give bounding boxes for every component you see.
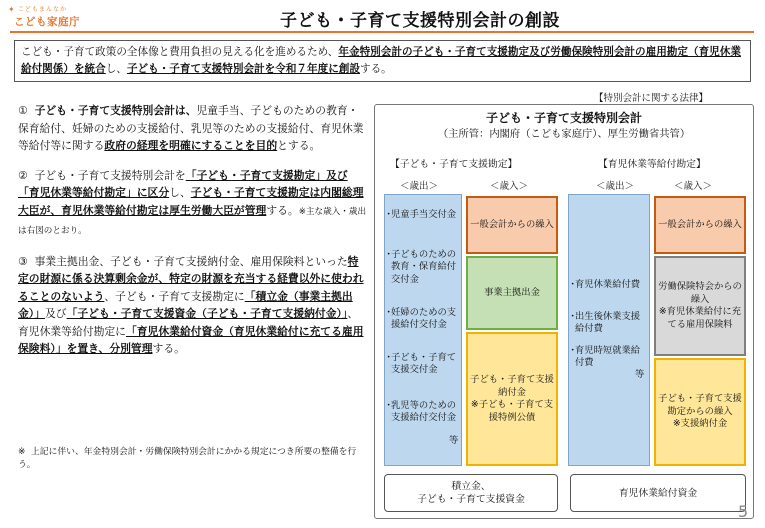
p1-d: とする。 bbox=[277, 139, 321, 152]
intro-box bbox=[14, 40, 751, 82]
acc2-childcare-leave-fund: 育児休業給付資金 bbox=[570, 474, 746, 512]
p2-b: 「子ども・子育て支援勘定」及び「育児休業等給付勘定」に区分 bbox=[18, 168, 348, 199]
panel-title: 子ども・子育て支援特別会計 bbox=[485, 111, 642, 125]
p2-f: ※主な歳入・歳出は右図のとおり。 bbox=[18, 206, 367, 236]
acc1-employer-contribution: 事業主拠出金 bbox=[466, 256, 558, 330]
p3-number: ③ bbox=[18, 254, 28, 268]
paragraph-3 bbox=[18, 253, 368, 358]
acc1-expenditure-box bbox=[384, 194, 462, 466]
p2-d: 子ども・子育て支援勘定は内閣総理大臣が、育児休業等給付勘定は厚生労働大臣が管理 bbox=[18, 186, 364, 217]
acc2-out-label: ＜歳出＞ bbox=[596, 181, 635, 192]
list-item: ・ 育児休業給付費 bbox=[575, 279, 645, 291]
p2-e: する。 bbox=[266, 203, 299, 217]
acc2-labor-insurance-transfer: 労働保険特会からの繰入 ※育児休業給付に充てる雇用保険料 bbox=[654, 256, 746, 356]
acc2-in-label: ＜歳入＞ bbox=[674, 181, 713, 192]
acc1-in-label: ＜歳入＞ bbox=[490, 181, 529, 192]
acc2-support-account-transfer: 子ども・子育て支援勘定からの繰入 ※支援納付金 bbox=[654, 358, 746, 466]
p3-a: 事業主拠出金、子ども・子育て支援納付金、雇用保険料といった bbox=[34, 254, 348, 268]
list-item: ・ 育児時短就業給付費 bbox=[575, 345, 645, 370]
list-item: ・ 妊婦のための支援給付交付金 bbox=[391, 307, 457, 332]
acc1-out-label: ＜歳出＞ bbox=[400, 181, 439, 192]
acc1-out-etc: 等 bbox=[449, 435, 459, 446]
p1-c: 政府の経理を明確にすることを目的 bbox=[104, 139, 278, 152]
list-item: ・ 児童手当交付金 bbox=[391, 209, 457, 221]
panel-subtitle: （主所管：内閣府（こども家庭庁）、厚生労働省共管） bbox=[437, 128, 691, 140]
acc2-expenditure-box bbox=[568, 194, 650, 466]
footnote bbox=[18, 446, 363, 472]
list-item: ・ 子ども・子育て支援交付金 bbox=[391, 352, 457, 377]
page-title: 子ども・子育て支援特別会計の創設 bbox=[280, 11, 560, 31]
title-underline bbox=[10, 31, 754, 33]
acc2-out-etc: 等 bbox=[635, 369, 645, 380]
paragraph-2 bbox=[18, 167, 368, 241]
left-column bbox=[18, 102, 368, 370]
acc1-reserve-fund: 積立金、 子ども・子育て支援資金 bbox=[384, 474, 558, 512]
p3-h: 「育児休業給付資金（育児休業給付に充てる雇用保険料）」を置き、分別管理 bbox=[18, 324, 364, 355]
logo bbox=[8, 2, 88, 32]
p3-f: 「子ども・子育て支援資金（子ども・子育て支援納付金）」 bbox=[66, 307, 348, 320]
p2-number: ② bbox=[18, 168, 28, 182]
logo-name: こども家庭庁 bbox=[14, 16, 80, 28]
acc2-label: 【育児休業等給付勘定】 bbox=[598, 159, 706, 170]
intro-text-3: し、 bbox=[105, 63, 127, 75]
page-number: 5 bbox=[738, 502, 749, 521]
p3-d: 「積立金（事業主拠出金）」 bbox=[18, 289, 353, 320]
acc1-general-account-transfer: 一般会計からの繰入 bbox=[466, 196, 558, 254]
p1-number: ① bbox=[18, 104, 28, 117]
logo-tagline: こどもまんなか bbox=[18, 6, 68, 13]
list-item: ・ 出生後休業支援給付費 bbox=[575, 311, 645, 336]
p1-b: 児童手当、子どものための教育・保育給付、妊婦のための支援給付、乳児等のための支援給付、育児休業等給付等に関する bbox=[18, 104, 364, 152]
p2-a: 子ども・子育て支援特別会計を bbox=[34, 168, 186, 182]
p2-c: し、 bbox=[169, 186, 191, 199]
list-item: ・ 乳児等のための支援給付交付金 bbox=[391, 400, 457, 425]
p3-i: する。 bbox=[152, 342, 185, 355]
acc1-label: 【子ども・子育て支援勘定】 bbox=[390, 159, 518, 170]
paragraph-1 bbox=[18, 102, 368, 155]
star-icon: ✦ bbox=[8, 5, 15, 14]
note-mark: ※ bbox=[18, 447, 26, 457]
list-item: ・ 子どものための教育・保育給付交付金 bbox=[391, 249, 457, 286]
acc1-support-levy: 子ども・子育て支援納付金 ※子ども・子育て支援特例公債 bbox=[466, 332, 558, 466]
p3-g: 、育児休業等給付勘定に bbox=[18, 307, 359, 338]
intro-text-1: こども・子育て政策の全体像と費用負担の見える化を進めるため、 bbox=[21, 46, 339, 58]
p3-b: 特定の財源に係る決算剰余金が、特定の財源を充当する経費以外に使われることのないよう bbox=[18, 254, 364, 303]
intro-text-5: する。 bbox=[360, 63, 392, 75]
law-label: 【特別会計に関する法律】 bbox=[594, 93, 709, 104]
acc2-general-account-transfer: 一般会計からの繰入 bbox=[654, 196, 746, 254]
p3-c: 、子ども・子育て支援勘定に bbox=[104, 289, 245, 303]
p3-e: 及び bbox=[45, 307, 67, 320]
intro-text-2: 年金特別会計の子ども・子育て支援勘定及び労働保険特別会計の雇用勘定（育児休業給付関係）を統合 bbox=[21, 46, 741, 75]
intro-text-4: 子ども・子育て支援特別会計を令和７年度に創設 bbox=[126, 63, 360, 75]
p1-a: 子ども・子育て支援特別会計は、 bbox=[34, 104, 197, 117]
note-text: 上記に伴い、年金特別会計・労働保険特別会計にかかる規定につき所要の整備を行う。 bbox=[18, 447, 357, 470]
